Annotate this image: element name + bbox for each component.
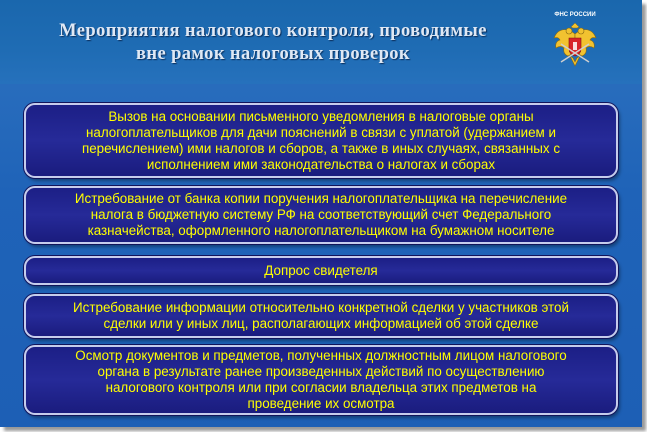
measure-item-line: Осмотр документов и предметов, полученных должностным лицом налогового <box>75 348 567 363</box>
measure-item-line: Истребование информации относительно конкретной сделки у участников этой <box>73 300 569 315</box>
measure-item-witness-interrogation <box>24 256 618 285</box>
measure-item-bank-request <box>24 186 618 244</box>
slide-title-line-2: вне рамок налоговых проверок <box>136 44 410 64</box>
slide-title-line-1: Мероприятия налогового контроля, проводимые <box>59 21 487 41</box>
slide-title <box>10 20 536 66</box>
double-headed-eagle-icon <box>551 22 599 74</box>
measure-item-line: проведение их осмотра <box>247 396 395 411</box>
measure-item-line: перечислением) ими налогов и сборов, а также в иных случаях, связанных с <box>81 140 561 156</box>
measure-item-transaction-info <box>24 294 618 338</box>
measure-item-line: казначейства, оформленного налогоплательщиком на бумажном носителе <box>87 223 555 238</box>
measure-item-line: сделки или у иных лиц, располагающих информацией об этой сделке <box>103 316 539 331</box>
measure-item-line: налога в бюджетную систему РФ на соответствующий счет Федерального <box>90 207 552 222</box>
measure-item-line: Истребование от банка копии поручения налогоплательщика на перечисление <box>74 191 568 206</box>
fns-emblem <box>548 12 602 74</box>
measure-item-inspection <box>24 345 618 415</box>
measure-item-line: исполнением ими законодательства о налогах и сборах <box>146 156 496 172</box>
measure-item-line: Вызов на основании письменного уведомления в налоговые органы <box>108 108 534 124</box>
measure-item-line: Допрос свидетеля <box>264 262 378 278</box>
measure-item-summons <box>24 103 618 178</box>
measure-item-line: налогоплательщиков для дачи пояснений в связи с уплатой (удержанием и <box>86 124 556 140</box>
measure-item-line: органа в результате ранее произведенных действий по осуществлению <box>97 364 545 379</box>
measure-item-line: налогового контроля или при согласии владельца этих предметов на <box>105 380 537 395</box>
emblem-caption: ФНС РОССИИ <box>554 12 596 18</box>
